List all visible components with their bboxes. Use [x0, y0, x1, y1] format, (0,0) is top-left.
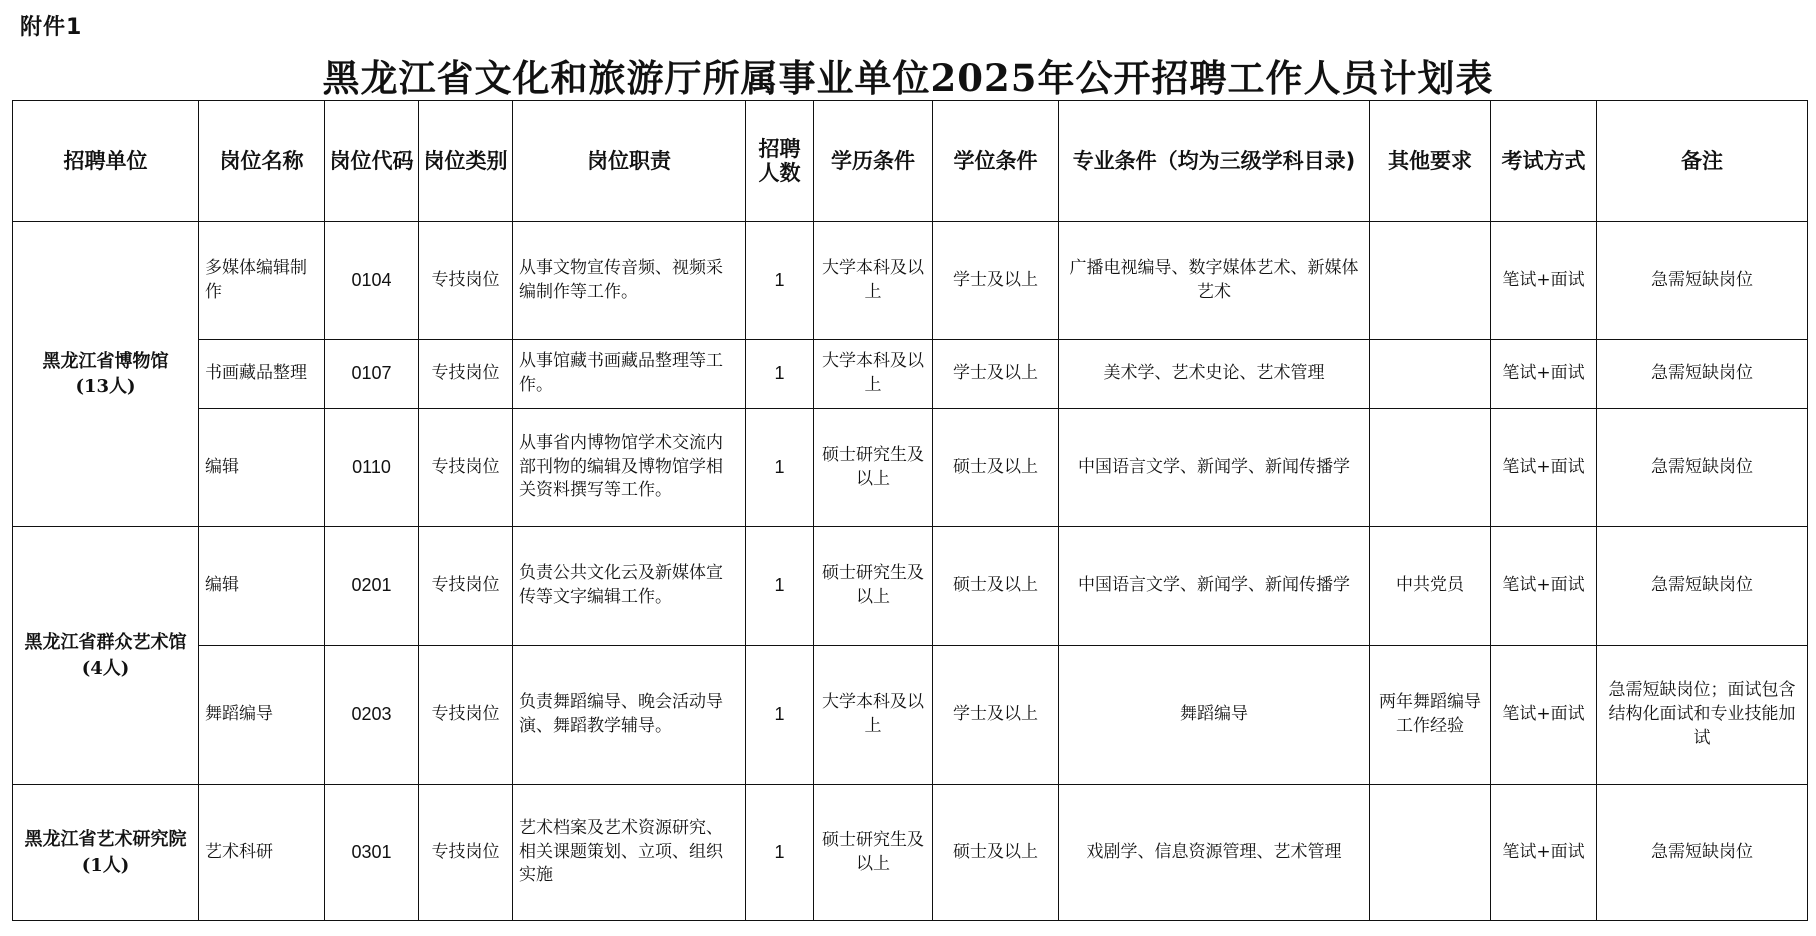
major-cell: 舞蹈编导 — [1059, 646, 1370, 785]
major-cell: 中国语言文学、新闻学、新闻传播学 — [1059, 409, 1370, 527]
remark-cell: 急需短缺岗位 — [1597, 222, 1808, 340]
table-row — [13, 646, 1808, 785]
other-cell — [1370, 409, 1491, 527]
unit-count: (13人) — [75, 376, 136, 397]
header-remark: 备注 — [1597, 101, 1808, 222]
remark-cell: 急需短缺岗位 — [1597, 527, 1808, 646]
header-duties: 岗位职责 — [513, 101, 746, 222]
recruitment-plan-table — [12, 100, 1808, 921]
other-cell — [1370, 222, 1491, 340]
table-row — [13, 222, 1808, 340]
post-code-cell: 0104 — [325, 222, 419, 340]
header-education: 学历条件 — [814, 101, 933, 222]
duties-cell: 负责舞蹈编导、晚会活动导演、舞蹈教学辅导。 — [513, 646, 746, 785]
other-cell — [1370, 785, 1491, 921]
page-title: 黑龙江省文化和旅游厅所属事业单位2025年公开招聘工作人员计划表 — [322, 56, 1494, 100]
education-cell: 硕士研究生及以上 — [814, 527, 933, 646]
post-code-cell: 0110 — [325, 409, 419, 527]
education-cell: 硕士研究生及以上 — [814, 409, 933, 527]
other-cell: 两年舞蹈编导工作经验 — [1370, 646, 1491, 785]
duties-cell: 负责公共文化云及新媒体宣传等文字编辑工作。 — [513, 527, 746, 646]
exam-cell: 笔试+面试 — [1491, 409, 1597, 527]
remark-cell: 急需短缺岗位 — [1597, 785, 1808, 921]
count-cell: 1 — [746, 785, 814, 921]
post-type-cell: 专技岗位 — [419, 646, 513, 785]
table-row — [13, 409, 1808, 527]
post-code-cell: 0203 — [325, 646, 419, 785]
degree-cell: 学士及以上 — [933, 646, 1059, 785]
exam-cell: 笔试+面试 — [1491, 646, 1597, 785]
degree-cell: 硕士及以上 — [933, 785, 1059, 921]
post-type-cell: 专技岗位 — [419, 409, 513, 527]
header-exam: 考试方式 — [1491, 101, 1597, 222]
unit-name: 黑龙江省博物馆 — [42, 350, 169, 372]
exam-cell: 笔试+面试 — [1491, 785, 1597, 921]
post-type-cell: 专技岗位 — [419, 340, 513, 409]
unit-cell — [13, 785, 199, 921]
count-cell: 1 — [746, 527, 814, 646]
unit-count: (1人) — [81, 854, 130, 876]
post-code-cell: 0301 — [325, 785, 419, 921]
post-name-cell: 书画藏品整理 — [199, 340, 325, 409]
post-code-cell: 0107 — [325, 340, 419, 409]
education-cell: 大学本科及以上 — [814, 340, 933, 409]
duties-cell: 艺术档案及艺术资源研究、相关课题策划、立项、组织实施 — [513, 785, 746, 921]
header-post-code: 岗位代码 — [325, 101, 419, 222]
exam-cell: 笔试+面试 — [1491, 222, 1597, 340]
table-row — [13, 527, 1808, 646]
exam-cell: 笔试+面试 — [1491, 527, 1597, 646]
count-cell: 1 — [746, 340, 814, 409]
degree-cell: 学士及以上 — [933, 340, 1059, 409]
attachment-label: 附件1 — [20, 15, 83, 40]
other-cell — [1370, 340, 1491, 409]
major-cell: 广播电视编导、数字媒体艺术、新媒体艺术 — [1059, 222, 1370, 340]
count-cell: 1 — [746, 222, 814, 340]
unit-cell — [13, 222, 199, 527]
post-name-cell: 舞蹈编导 — [199, 646, 325, 785]
duties-cell: 从事省内博物馆学术交流内部刊物的编辑及博物馆学相关资料撰写等工作。 — [513, 409, 746, 527]
header-other: 其他要求 — [1370, 101, 1491, 222]
remark-cell: 急需短缺岗位 — [1597, 409, 1808, 527]
count-cell: 1 — [746, 646, 814, 785]
unit-count: (4人) — [81, 657, 130, 679]
post-name-cell: 艺术科研 — [199, 785, 325, 921]
major-cell: 中国语言文学、新闻学、新闻传播学 — [1059, 527, 1370, 646]
post-name-cell: 多媒体编辑制作 — [199, 222, 325, 340]
header-major: 专业条件（均为三级学科目录) — [1059, 101, 1370, 222]
remark-cell: 急需短缺岗位；面试包含结构化面试和专业技能加试 — [1597, 646, 1808, 785]
exam-cell: 笔试+面试 — [1491, 340, 1597, 409]
header-degree: 学位条件 — [933, 101, 1059, 222]
unit-name: 黑龙江省艺术研究院 — [24, 829, 187, 851]
header-post-name: 岗位名称 — [199, 101, 325, 222]
post-name-cell: 编辑 — [199, 409, 325, 527]
unit-cell — [13, 527, 199, 785]
duties-cell: 从事文物宣传音频、视频采编制作等工作。 — [513, 222, 746, 340]
post-type-cell: 专技岗位 — [419, 222, 513, 340]
remark-cell: 急需短缺岗位 — [1597, 340, 1808, 409]
post-code-cell: 0201 — [325, 527, 419, 646]
degree-cell: 硕士及以上 — [933, 527, 1059, 646]
post-name-cell: 编辑 — [199, 527, 325, 646]
unit-name: 黑龙江省群众艺术馆 — [24, 632, 187, 654]
education-cell: 大学本科及以上 — [814, 646, 933, 785]
header-unit: 招聘单位 — [13, 101, 199, 222]
education-cell: 大学本科及以上 — [814, 222, 933, 340]
major-cell: 美术学、艺术史论、艺术管理 — [1059, 340, 1370, 409]
header-count: 招聘人数 — [746, 101, 814, 222]
major-cell: 戏剧学、信息资源管理、艺术管理 — [1059, 785, 1370, 921]
post-type-cell: 专技岗位 — [419, 527, 513, 646]
table-row — [13, 340, 1808, 409]
degree-cell: 硕士及以上 — [933, 409, 1059, 527]
table-header-row — [13, 101, 1808, 222]
duties-cell: 从事馆藏书画藏品整理等工作。 — [513, 340, 746, 409]
count-cell: 1 — [746, 409, 814, 527]
table-row — [13, 785, 1808, 921]
post-type-cell: 专技岗位 — [419, 785, 513, 921]
education-cell: 硕士研究生及以上 — [814, 785, 933, 921]
header-post-type: 岗位类别 — [419, 101, 513, 222]
degree-cell: 学士及以上 — [933, 222, 1059, 340]
other-cell: 中共党员 — [1370, 527, 1491, 646]
